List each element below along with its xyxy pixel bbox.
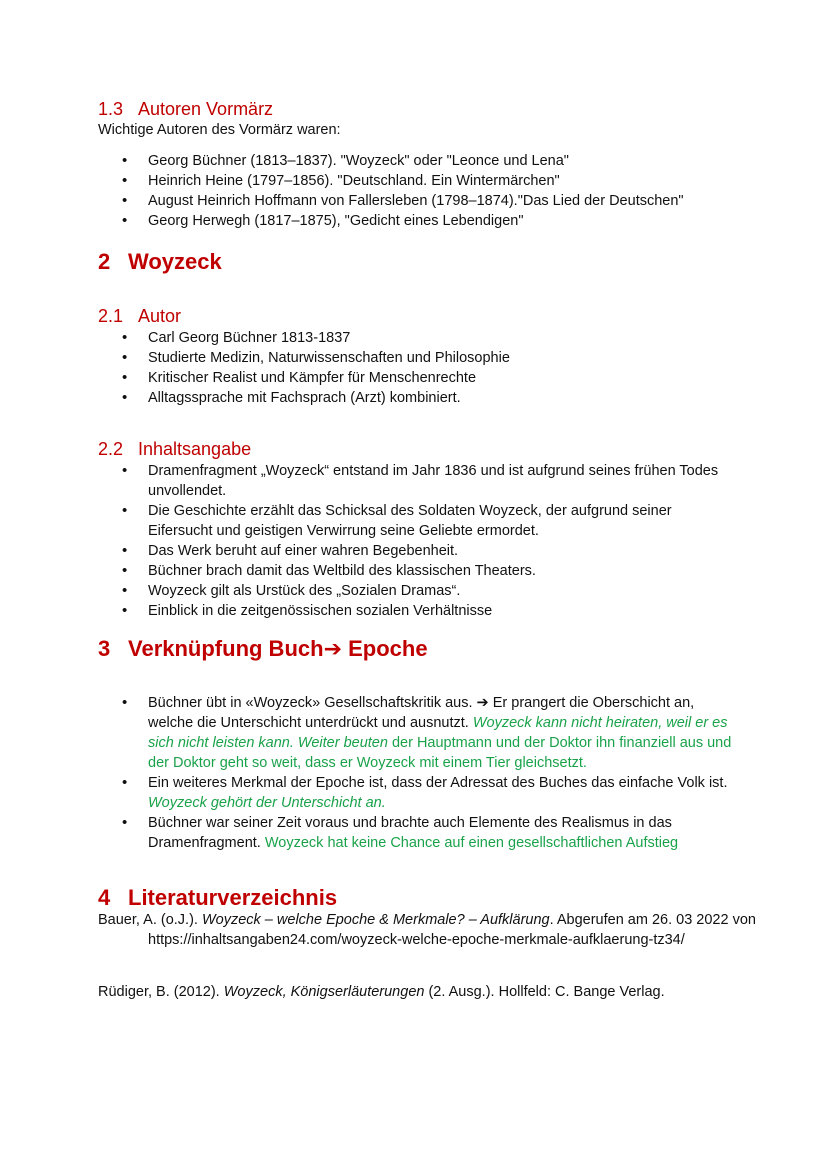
heading-title: Verknüpfung Buch — [128, 636, 324, 661]
text-run: Büchner war seiner Zeit voraus und brachte auch Elemente des Realismus in das Dramenfragment. — [148, 815, 672, 851]
text-run: Ein weiteres Merkmal der Epoche ist, dass der Adressat des Buches das einfache Volk ist. — [148, 775, 728, 791]
heading-title: Woyzeck — [128, 249, 222, 274]
list-item: • Das Werk beruht auf einer wahren Begebenheit. — [98, 541, 738, 561]
list-item: • Kritischer Realist und Kämpfer für Menschenrechte — [98, 368, 738, 388]
highlight-text: Woyzeck gehört der Unterschicht an. — [148, 795, 386, 811]
list-item — [98, 813, 738, 853]
text-run: Büchner übt in «Woyzeck» Gesellschaftskritik aus. ➔ Er prangert die Oberschicht an, welche die Unterschicht unterdrückt und ausnutzt. — [148, 695, 695, 731]
list-item: • Woyzeck gilt als Urstück des „Sozialen Dramas“. — [98, 581, 738, 601]
intro-text: Wichtige Autoren des Vormärz waren: — [98, 122, 341, 138]
reference-author: Rüdiger, B. (2012). — [98, 984, 224, 1000]
highlight-text: der Hauptmann und der Doktor ihn finanziell aus und der Doktor geht so weit, dass er Woyzeck mit einem Tier gleichsetzt. — [148, 735, 732, 771]
heading-3 — [98, 636, 428, 662]
summary-list — [98, 461, 738, 621]
connection-list — [98, 693, 738, 853]
list-item: • Studierte Medizin, Naturwissenschaften und Philosophie — [98, 348, 738, 368]
reference-title: Woyzeck, Königserläuterungen — [223, 984, 425, 1000]
reference-entry — [98, 910, 788, 950]
list-item: • Die Geschichte erzählt das Schicksal des Soldaten Woyzeck, der aufgrund seiner Eifersucht und geistigen Verwirrung seine Geliebte ermordet. — [98, 501, 738, 541]
reference-author: Bauer, A. (o.J.). — [98, 912, 202, 928]
heading-number: 2.1 — [98, 306, 124, 326]
list-item: • Georg Büchner (1813–1837). "Woyzeck" oder "Leonce und Lena" — [98, 151, 738, 171]
list-item: • August Heinrich Hoffmann von Fallersleben (1798–1874)."Das Lied der Deutschen" — [98, 191, 738, 211]
reference-title: Woyzeck – welche Epoche & Merkmale? – Aufklärung — [201, 912, 550, 928]
list-item — [98, 693, 738, 773]
heading-title: Inhaltsangabe — [138, 439, 252, 459]
heading-title-end: Epoche — [342, 636, 428, 661]
heading-number: 3 — [98, 636, 111, 661]
highlight-text: Woyzeck kann nicht heiraten, weil er es sich nicht leisten kann. Weiter beuten — [148, 715, 728, 751]
list-item: • Georg Herwegh (1817–1875), "Gedicht eines Lebendigen" — [98, 211, 738, 231]
list-item: • Dramenfragment „Woyzeck“ entstand im Jahr 1836 und ist aufgrund seines frühen Todes unvollendet. — [98, 461, 738, 501]
list-item: • Einblick in die zeitgenössischen sozialen Verhältnisse — [98, 601, 738, 621]
list-item: • Büchner brach damit das Weltbild des klassischen Theaters. — [98, 561, 738, 581]
heading-number: 2.2 — [98, 439, 124, 459]
heading-2-1 — [98, 306, 181, 327]
list-item: • Heinrich Heine (1797–1856). "Deutschland. Ein Wintermärchen" — [98, 171, 738, 191]
list-item: • Carl Georg Büchner 1813-1837 — [98, 328, 738, 348]
list-item — [98, 773, 738, 813]
heading-2-2 — [98, 439, 251, 460]
reference-details: (2. Ausg.). Hollfeld: C. Bange Verlag. — [424, 984, 665, 1000]
arrow-icon: ➔ — [323, 636, 342, 661]
heading-number: 4 — [98, 885, 111, 910]
reference-details: . Abgerufen am 26. 03 2022 von https://inhaltsangaben24.com/woyzeck-welche-epoche-merkmale-aufklaerung-tz34/ — [148, 912, 756, 948]
heading-1-3 — [98, 99, 273, 120]
authors-list — [98, 151, 738, 231]
heading-2 — [98, 249, 222, 275]
heading-4 — [98, 885, 337, 911]
heading-title: Autoren Vormärz — [138, 99, 274, 119]
highlight-text: Woyzeck hat keine Chance auf einen gesellschaftlichen Aufstieg — [264, 835, 679, 851]
author-list — [98, 328, 738, 408]
heading-number: 1.3 — [98, 99, 124, 119]
heading-title: Autor — [138, 306, 182, 326]
reference-entry — [98, 982, 788, 1002]
list-item: • Alltagssprache mit Fachsprach (Arzt) kombiniert. — [98, 388, 738, 408]
heading-number: 2 — [98, 249, 111, 274]
heading-title: Literaturverzeichnis — [128, 885, 338, 910]
